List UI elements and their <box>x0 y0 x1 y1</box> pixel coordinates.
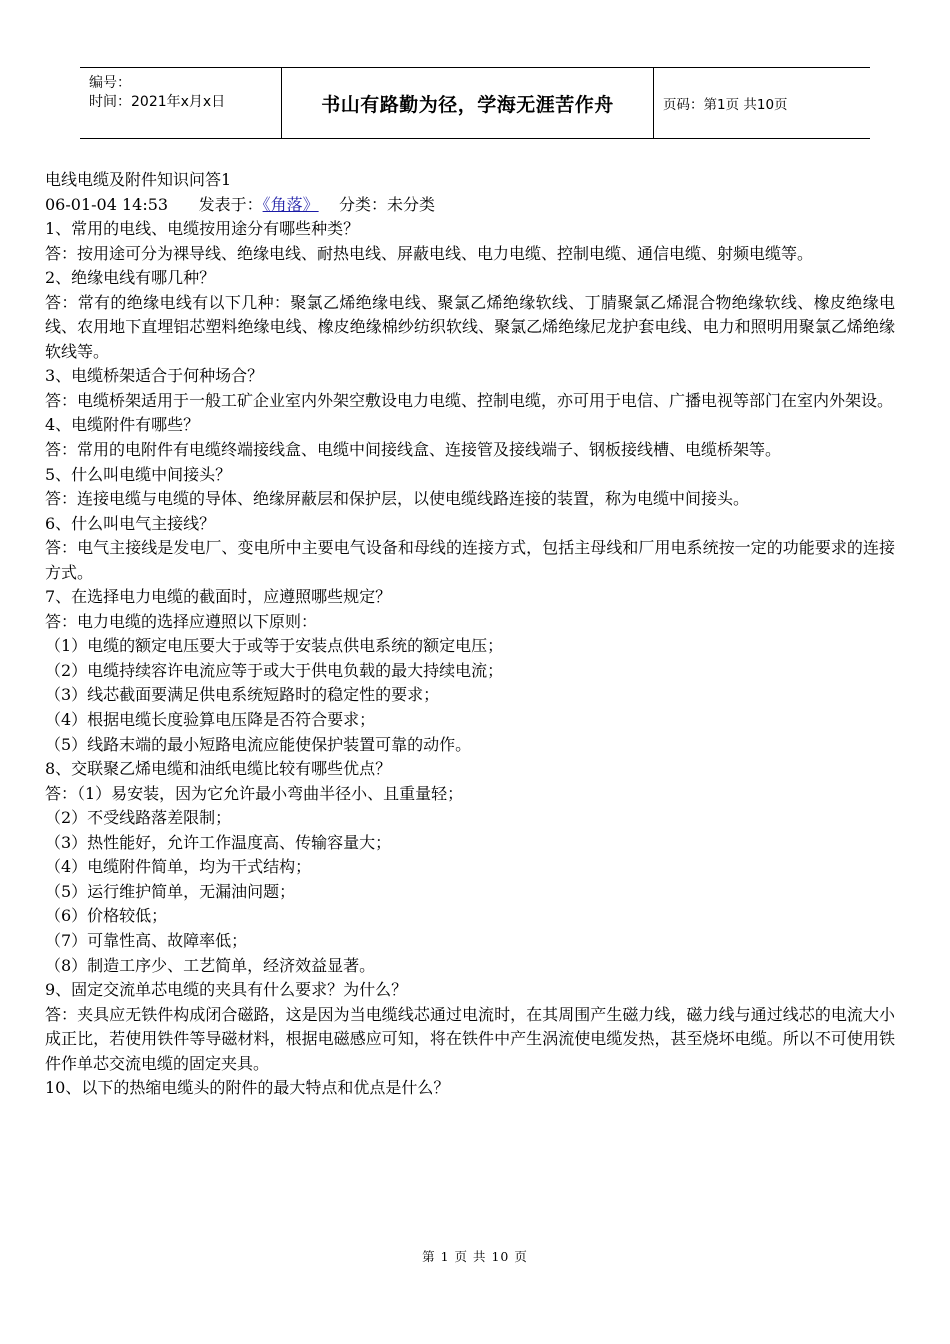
paragraph: 答：按用途可分为裸导线、绝缘电线、耐热电线、屏蔽电线、电力电缆、控制电缆、通信电缆、射频电缆等。 <box>45 243 814 263</box>
paragraph: 答：连接电缆与电缆的导体、绝缘屏蔽层和保护层，以使电缆线路连接的装置，称为电缆中间接头。 <box>45 489 750 509</box>
paragraph: 10、以下的热缩电缆头的附件的最大特点和优点是什么？ <box>45 1078 450 1098</box>
article-title: 电线电缆及附件知识问答1 <box>45 170 232 189</box>
document-body <box>45 168 895 1101</box>
paragraph: （4）电缆附件简单，均为干式结构； <box>45 857 312 877</box>
paragraph: 5、什么叫电缆中间接头？ <box>45 464 232 484</box>
page-info-cell <box>654 68 870 138</box>
paragraph: 3、电缆桥架适合于何种场合？ <box>45 366 264 386</box>
meta-category: 分类：未分类 <box>318 194 435 214</box>
page-footer: 第 1 页 共 10 页 <box>422 1249 528 1264</box>
paragraph: 4、电缆附件有哪些？ <box>45 415 200 435</box>
paragraph: 9、固定交流单芯电缆的夹具有什么要求？为什么？ <box>45 980 408 1000</box>
paragraph: （3）线芯截面要满足供电系统短路时的稳定性的要求； <box>45 685 440 705</box>
document-header <box>80 67 870 139</box>
number-label: 编号： <box>89 75 131 91</box>
paragraph: 答：常有的绝缘电线有以下几种：聚氯乙烯绝缘电线、聚氯乙烯绝缘软线、丁腈聚氯乙烯混合物绝缘软线、橡皮绝缘电线、农用地下直埋铝芯塑料绝缘电线、橡皮绝缘棉纱纺织软线、聚氯乙烯绝缘尼龙护套电线、电力和照明用聚氯乙烯绝缘软线等。 <box>45 292 895 361</box>
paragraph: （4）根据电缆长度验算电压降是否符合要求； <box>45 710 376 730</box>
paragraph: 答：电力电缆的选择应遵照以下原则： <box>45 611 318 631</box>
paragraph: （7）可靠性高、故障率低； <box>45 930 248 950</box>
date-label: 时间：2021年x月x日 <box>89 94 226 110</box>
paragraph: 答：（1）易安装，因为它允许最小弯曲半径小、且重量轻； <box>45 783 464 803</box>
motto-cell <box>282 68 654 138</box>
category-link[interactable]: 《角落》 <box>262 194 319 214</box>
meta-date-author: 06-01-04 14:53 发表于： <box>45 194 263 214</box>
paragraph: 答：电气主接线是发电厂、变电所中主要电气设备和母线的连接方式，包括主母线和厂用电系统按一定的功能要求的连接方式。 <box>45 538 895 582</box>
qa-paragraphs <box>45 217 895 1101</box>
paragraph: （2）电缆持续容许电流应等于或大于供电负载的最大持续电流； <box>45 660 504 680</box>
paragraph: （1）电缆的额定电压要大于或等于安装点供电系统的额定电压； <box>45 636 504 656</box>
paragraph: 答：常用的电附件有电缆终端接线盒、电缆中间接线盒、连接管及接线端子、钢板接线槽、电缆桥架等。 <box>45 440 782 460</box>
paragraph: 2、绝缘电线有哪几种？ <box>45 268 216 288</box>
paragraph: 7、在选择电力电缆的截面时，应遵照哪些规定？ <box>45 587 392 607</box>
paragraph: （8）制造工序少、工艺简单，经济效益显著。 <box>45 955 376 975</box>
paragraph: 1、常用的电线、电缆按用途分有哪些种类？ <box>45 219 360 239</box>
paragraph: （5）运行维护简单，无漏油问题； <box>45 881 296 901</box>
motto-text: 书山有路勤为径，学海无涯苦作舟 <box>321 93 614 116</box>
paragraph: （3）热性能好，允许工作温度高、传输容量大； <box>45 832 392 852</box>
paragraph: 8、交联聚乙烯电缆和油纸电缆比较有哪些优点？ <box>45 759 392 779</box>
paragraph: （5）线路末端的最小短路电流应能使保护装置可靠的动作。 <box>45 734 472 754</box>
paragraph: 答：电缆桥架适用于一般工矿企业室内外架空敷设电力电缆、控制电缆，亦可用于电信、广播电视等部门在室内外架设。 <box>45 390 894 410</box>
paragraph: 答：夹具应无铁件构成闭合磁路，这是因为当电缆线芯通过电流时，在其周围产生磁力线，磁力线与通过线芯的电流大小成正比，若使用铁件等导磁材料，根据电磁感应可知，将在铁件中产生涡流使电缆发热，甚至烧坏电缆。所以不可使用铁件作单芯交流电缆的固定夹具。 <box>45 1004 895 1073</box>
paragraph: （6）价格较低； <box>45 906 168 926</box>
article-meta <box>45 193 895 218</box>
paragraph: 6、什么叫电气主接线？ <box>45 513 216 533</box>
header-meta-cell <box>80 68 282 138</box>
paragraph: （2）不受线路落差限制； <box>45 808 232 828</box>
page-info-text: 页码：第1页 共10页 <box>663 97 788 113</box>
